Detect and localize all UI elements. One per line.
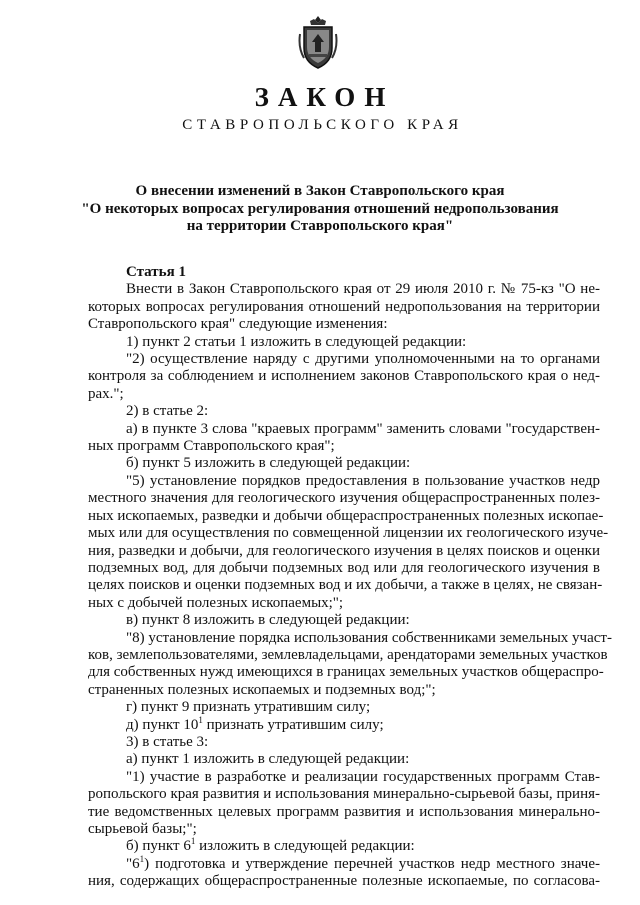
article-text-line: 1) пункт 2 статьи 1 изложить в следующей редакции: xyxy=(126,333,467,350)
article-text-line xyxy=(88,853,600,873)
article-text-line xyxy=(88,838,600,855)
article-text-line: ния, разведки и добычи, для геологического изучения в целях поисков и оценки xyxy=(88,542,600,559)
line-text: признать утратившим силу; xyxy=(202,716,384,733)
article-text-line: б) пункт 5 изложить в следующей редакции: xyxy=(126,455,411,472)
article-text-line: в) пункт 8 изложить в следующей редакции: xyxy=(126,612,410,629)
article-heading: Статья 1 xyxy=(126,264,186,280)
article-text-line: подземных вод, для добычи подземных вод или для геологического изучения в xyxy=(88,559,600,576)
article-text-line xyxy=(88,714,600,734)
article-text-line: 3) в статье 3: xyxy=(126,733,209,750)
article-text-line: мых или для осуществления по совмещенной лицензии их геологического изуче- xyxy=(88,525,609,542)
article-text-line: сырьевой базы;"; xyxy=(88,821,197,837)
article-text-line: а) пункт 1 изложить в следующей редакции: xyxy=(126,751,410,768)
article-text-line: Ставропольского края" следующие изменения: xyxy=(88,316,388,333)
line-text: д) пункт 10 xyxy=(126,716,199,733)
article-text-line: "2) осуществление наряду с другими уполномоченными на то органами xyxy=(126,351,600,368)
article-text-line: ния, содержащих общераспространенные полезные ископаемые, по согласова- xyxy=(88,873,600,890)
line-text: изложить в следующей редакции: xyxy=(195,838,415,855)
line-text: ) подготовка и утверждение перечней участков недр местного значе- xyxy=(144,855,600,872)
article-text-line: ных с добычей полезных ископаемых;"; xyxy=(88,594,344,611)
line-text: б) пункт 6 xyxy=(126,838,191,855)
subject-line: О внесении изменений в Закон Ставропольского края xyxy=(135,183,505,199)
article-text-line: которых вопросах регулирования отношений недропользования на территории xyxy=(88,298,600,315)
superscript-index: 1 xyxy=(198,714,203,725)
article-text-line: ропольского края развития и использования минерально-сырьевой базы, приня- xyxy=(88,786,600,803)
article-text-line: а) в пункте 3 слова "краевых программ" заменить словами "государствен- xyxy=(126,420,600,437)
article-text-line: Внести в Закон Ставропольского края от 29 июля 2010 г. № 75-кз "О не- xyxy=(126,281,600,298)
article-text-line: целях поисков и оценки подземных вод и их добычи, а также в целях, не связан- xyxy=(88,577,603,594)
document-title: ЗАКОН xyxy=(254,82,395,112)
article-text-line: тие ведомственных целевых программ развития и использования минерально- xyxy=(88,803,600,820)
article-text-line: для собственных нужд имеющихся в границах земельных участков общераспро- xyxy=(88,664,604,681)
article-text-line: рах."; xyxy=(88,385,124,402)
article-text-line: контроля за соблюдением и исполнением законов Ставропольского края о нед- xyxy=(88,368,600,385)
line-text: "6 xyxy=(126,855,140,872)
coat-of-arms-icon xyxy=(298,14,338,70)
article-text-line: ных программ Ставропольского края"; xyxy=(88,438,335,455)
subject-line: "О некоторых вопросах регулирования отношений недропользования xyxy=(81,200,559,217)
article-body xyxy=(88,264,612,891)
article-text-line: ков, землепользователями, землевладельцами, арендаторами земельных участков xyxy=(88,646,608,663)
article-text-line: ных ископаемых, разведки и добычи общераспространенных полезных ископае- xyxy=(88,507,604,524)
article-text-line: 2) в статье 2: xyxy=(126,403,209,420)
article-text-line: "1) участие в разработке и реализации государственных программ Став- xyxy=(126,768,600,785)
article-text-line: г) пункт 9 признать утратившим силу; xyxy=(126,699,371,716)
document-subtitle: СТАВРОПОЛЬСКОГО КРАЯ xyxy=(182,117,463,133)
superscript-index: 1 xyxy=(190,836,196,847)
superscript-index: 1 xyxy=(139,853,145,864)
article-text-line: страненных полезных ископаемых и подземных вод;"; xyxy=(88,681,436,698)
law-subject xyxy=(70,183,570,236)
article-text-line: местного значения для геологического изучения общераспространенных полез- xyxy=(88,490,600,507)
article-text-line: "8) установление порядка использования собственниками земельных участ- xyxy=(126,629,612,646)
article-text-line: "5) установление порядков предоставления в пользование участков недр xyxy=(126,472,600,489)
subject-line: на территории Ставропольского края" xyxy=(186,218,454,234)
